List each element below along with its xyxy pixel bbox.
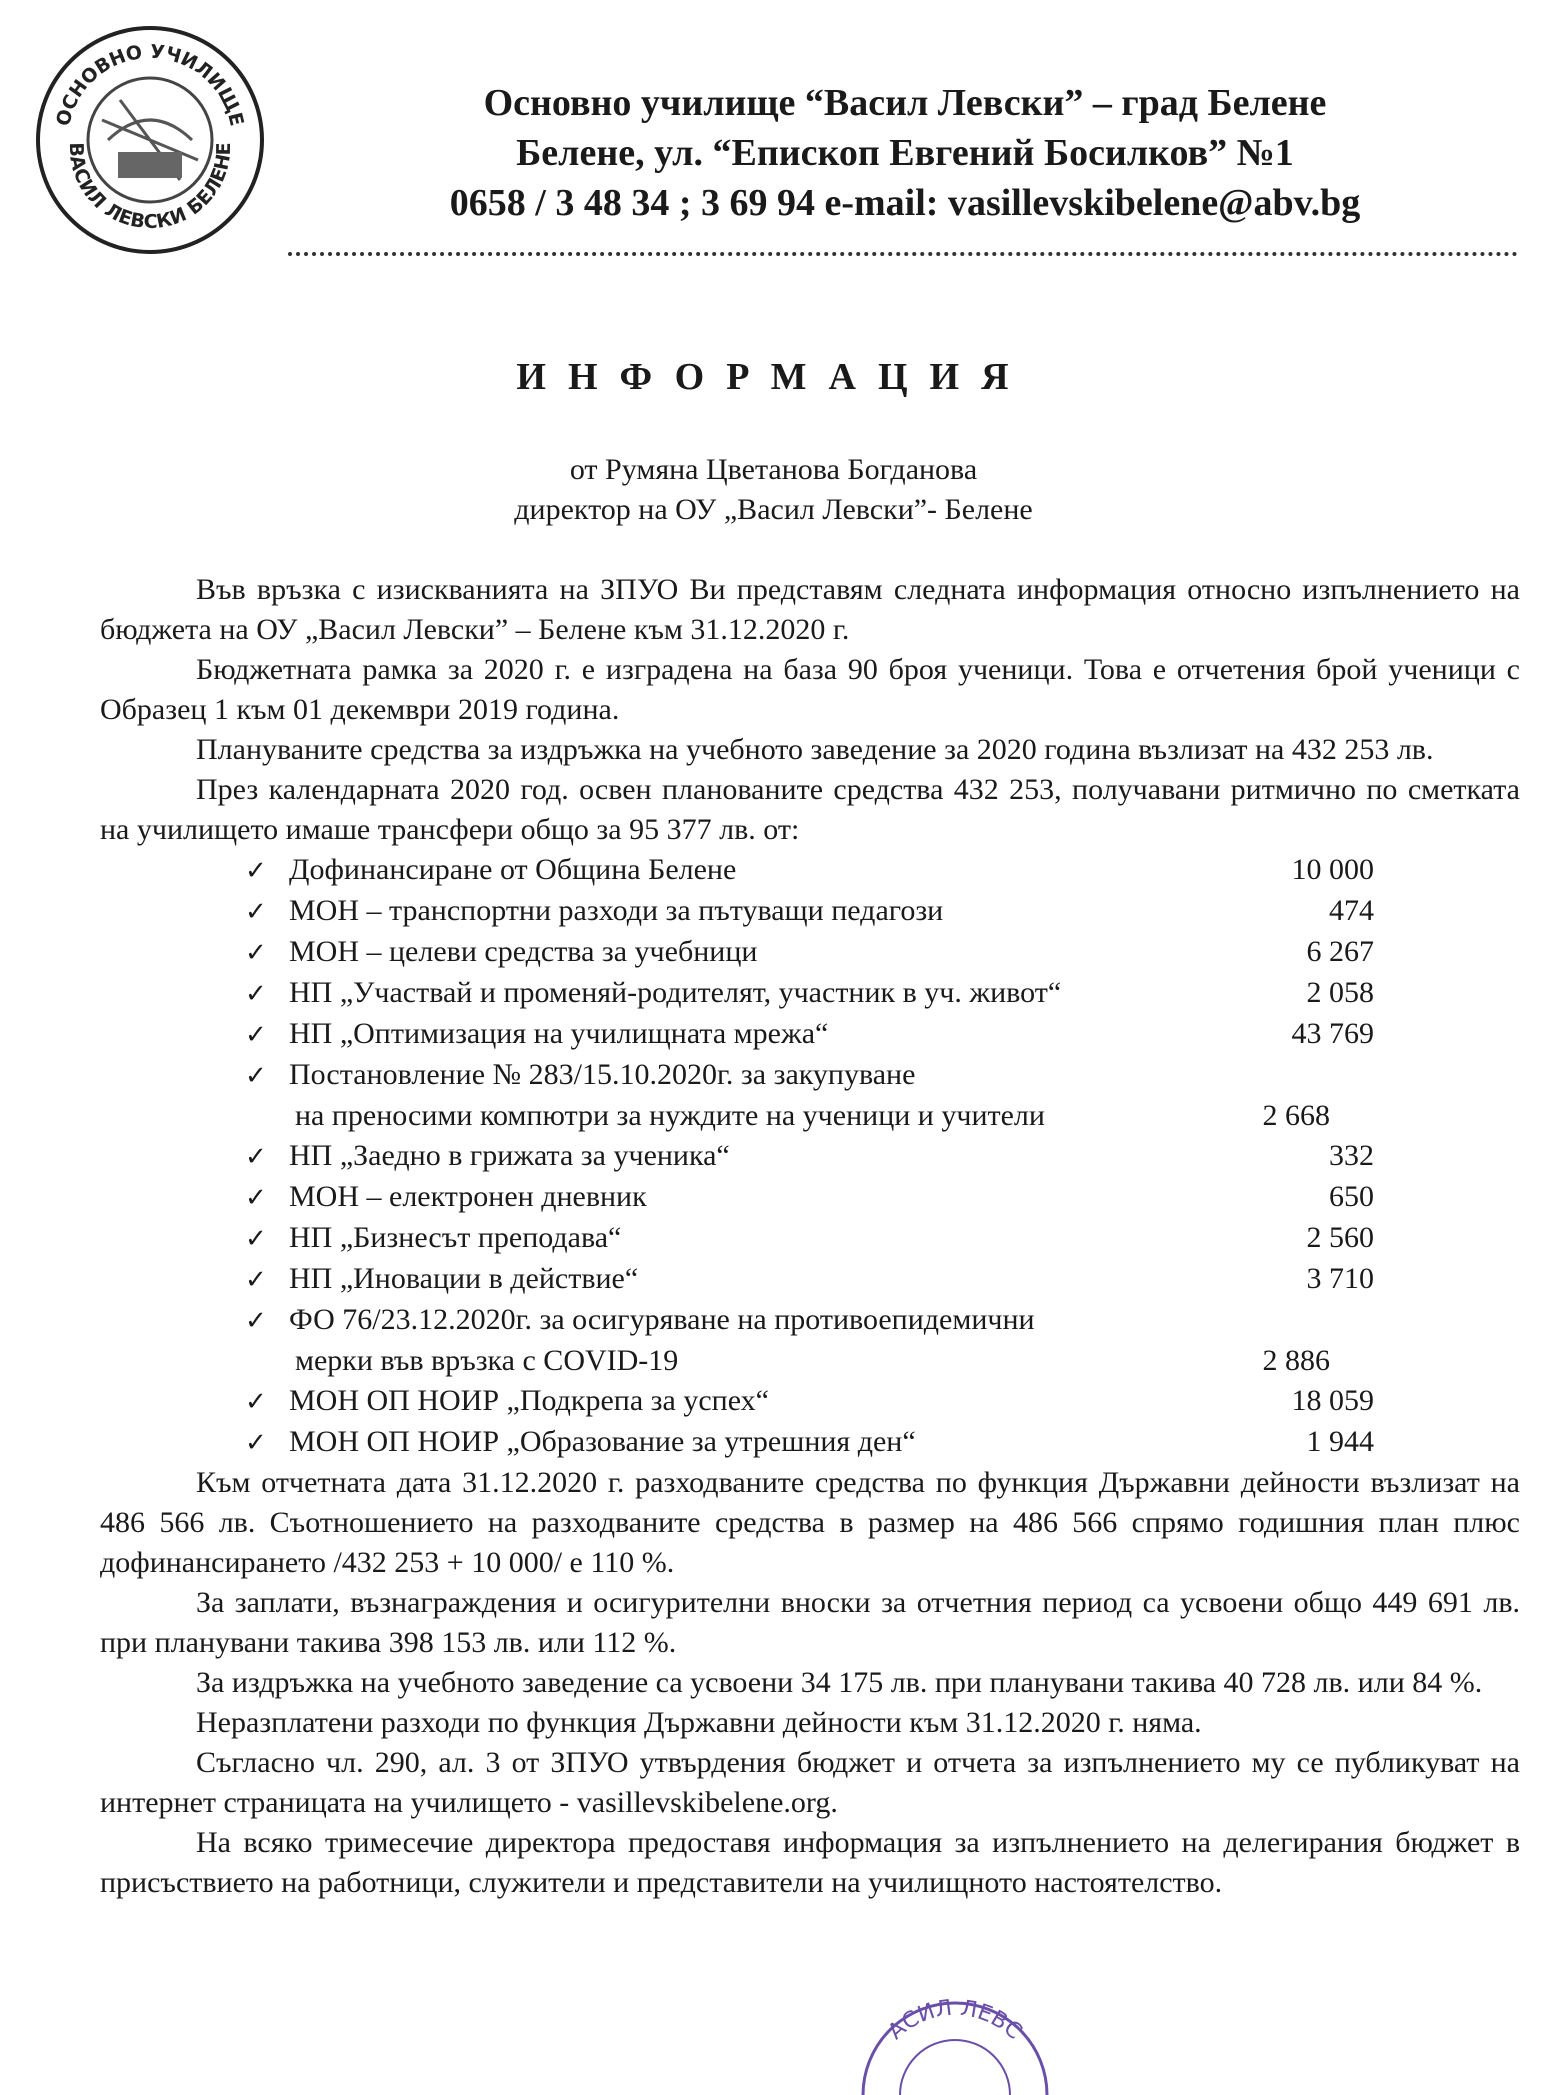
transfer-label: МОН ОП НОИР „Образование за утрешния ден“ — [289, 1425, 916, 1458]
paragraph: Плануваните средства за издръжка на учебното заведение за 2020 година възлизат на 432 253 лв. — [196, 733, 1434, 766]
list-item — [245, 1381, 1520, 1422]
stamp-text: АСИЛ ЛЕВС — [883, 1995, 1027, 2045]
transfer-label: МОН ОП НОИР „Подкрепа за успех“ — [289, 1384, 769, 1417]
list-item — [245, 850, 1520, 891]
list-item-continuation — [295, 1096, 1520, 1136]
transfer-amount: 3 710 — [1306, 1262, 1374, 1295]
transfer-label: ФО 76/23.12.2020г. за осигуряване на противоепидемични — [289, 1303, 1035, 1336]
document-title: ИНФОРМАЦИЯ — [516, 356, 1031, 398]
school-name: Основно училище “Васил Левски” – град Белене — [483, 82, 1327, 124]
list-item — [245, 891, 1520, 932]
paragraph: Бюджетната рамка за 2020 г. е изградена на база 90 броя ученици. Това е отчетения брой ученици с Образец 1 към 01 декември 2019 година. — [100, 653, 1520, 726]
transfer-amount: 2 560 — [1306, 1221, 1374, 1254]
transfer-amount: 474 — [1329, 894, 1374, 927]
checkmark-icon: ✓ — [245, 1183, 267, 1213]
checkmark-icon: ✓ — [245, 856, 267, 886]
list-item — [245, 1177, 1520, 1218]
transfers-list — [100, 850, 1520, 1463]
transfer-label: НП „Заедно в грижата за ученика“ — [289, 1139, 730, 1172]
checkmark-icon: ✓ — [245, 1224, 267, 1254]
letterhead — [330, 78, 1480, 228]
list-item-continuation — [295, 1341, 1520, 1381]
checkmark-icon: ✓ — [245, 1387, 267, 1417]
paragraph: Във връзка с изискванията на ЗПУО Ви представям следната информация относно изпълнението на бюджета на ОУ „Васил Левски” – Белене към 31.12.2020 г. — [100, 573, 1520, 646]
logo-top-text: ОСНОВНО УЧИЛИЩЕ — [52, 40, 248, 129]
transfer-label: Постановление № 283/15.10.2020г. за закупуване — [289, 1058, 916, 1091]
paragraph: На всяко тримесечие директора предоставя информация за изпълнението на делегирания бюджет в присъствието на работници, служители и представители на училищното настоятелство. — [100, 1826, 1520, 1899]
transfer-amount: 6 267 — [1306, 935, 1374, 968]
checkmark-icon: ✓ — [245, 1020, 267, 1050]
transfer-amount: 2 058 — [1306, 976, 1374, 1009]
transfer-amount: 1 944 — [1306, 1425, 1374, 1458]
transfer-label: НП „Оптимизация на училищната мрежа“ — [289, 1017, 829, 1050]
paragraph: За издръжка на учебното заведение са усвоени 34 175 лв. при планувани такива 40 728 лв. или 84 %. — [196, 1666, 1483, 1699]
transfer-label: НП „Иновации в действие“ — [289, 1262, 639, 1295]
paragraph: Към отчетната дата 31.12.2020 г. разходваните средства по функция Държавни дейности възлизат на 486 566 лв. Съотношението на разходваните средства в размер на 486 566 спрямо годишния план плюс дофинансирането /432 253 + 10 000/ е 110 %. — [100, 1466, 1520, 1579]
transfer-label: Дофинансиране от Община Белене — [289, 853, 737, 886]
transfer-label-continued: на преносими компютри за нуждите на ученици и учители — [295, 1099, 1045, 1132]
checkmark-icon: ✓ — [245, 1061, 267, 1091]
list-item — [245, 1422, 1520, 1463]
paragraph: През календарната 2020 год. освен планованите средства 432 253, получавани ритмично по сметката на училището имаше трансфери общо за 95 377 лв. от: — [100, 773, 1520, 846]
list-item — [245, 973, 1520, 1014]
list-item — [245, 1014, 1520, 1055]
list-item — [245, 1136, 1520, 1177]
author-name: от Румяна Цветанова Богданова — [569, 453, 978, 486]
checkmark-icon: ✓ — [245, 1142, 267, 1172]
checkmark-icon: ✓ — [245, 1265, 267, 1295]
transfer-label: МОН – транспортни разходи за пътуващи педагози — [289, 894, 944, 927]
checkmark-icon: ✓ — [245, 938, 267, 968]
transfer-amount: 2 886 — [1262, 1344, 1330, 1377]
checkmark-icon: ✓ — [245, 1428, 267, 1458]
list-item — [245, 1055, 1520, 1096]
official-stamp — [855, 1995, 1055, 2095]
list-item — [245, 1259, 1520, 1300]
paragraph: За заплати, възнаграждения и осигурителни вноски за отчетния период са усвоени общо 449 691 лв. при планувани такива 398 153 лв. или 112 %. — [100, 1586, 1520, 1659]
transfer-amount: 2 668 — [1262, 1099, 1330, 1132]
checkmark-icon: ✓ — [245, 1306, 267, 1336]
header-divider — [288, 252, 1518, 256]
transfer-label: НП „Участвай и променяй-родителят, участник в уч. живот“ — [289, 976, 1062, 1009]
transfer-label: МОН – електронен дневник — [289, 1180, 647, 1213]
transfer-label-continued: мерки във връзка с COVID-19 — [295, 1344, 679, 1377]
checkmark-icon: ✓ — [245, 979, 267, 1009]
list-item — [245, 932, 1520, 973]
list-item — [245, 1218, 1520, 1259]
author-block — [0, 450, 1547, 530]
transfer-label: МОН – целеви средства за учебници — [289, 935, 758, 968]
transfer-amount: 650 — [1329, 1180, 1374, 1213]
checkmark-icon: ✓ — [245, 897, 267, 927]
svg-text:АСИЛ ЛЕВС — [884, 1996, 1027, 2045]
school-seal-logo — [30, 20, 270, 260]
paragraph: Неразплатени разходи по функция Държавни дейности към 31.12.2020 г. няма. — [196, 1706, 1202, 1739]
school-contacts: 0658 / 3 48 34 ; 3 69 94 e-mail: vasillevskibelene@abv.bg — [449, 182, 1361, 224]
author-position: директор на ОУ „Васил Левски”- Белене — [514, 493, 1033, 526]
school-address: Белене, ул. “Епископ Евгений Босилков” №1 — [516, 132, 1294, 174]
paragraph: Съгласно чл. 290, ал. 3 от ЗПУО утвърдения бюджет и отчета за изпълнението му се публикуват на интернет страницата на училището - vasillevskibelene.org. — [100, 1746, 1520, 1819]
transfer-amount: 18 059 — [1291, 1384, 1374, 1417]
logo-bottom-text: ВАСИЛ ЛЕВСКИ БЕЛЕНЕ — [64, 142, 236, 234]
list-item — [245, 1300, 1520, 1341]
document-body — [100, 570, 1520, 1903]
transfer-amount: 10 000 — [1291, 853, 1374, 886]
transfer-amount: 43 769 — [1291, 1017, 1374, 1050]
transfer-amount: 332 — [1329, 1139, 1374, 1172]
transfer-label: НП „Бизнесът преподава“ — [289, 1221, 622, 1254]
